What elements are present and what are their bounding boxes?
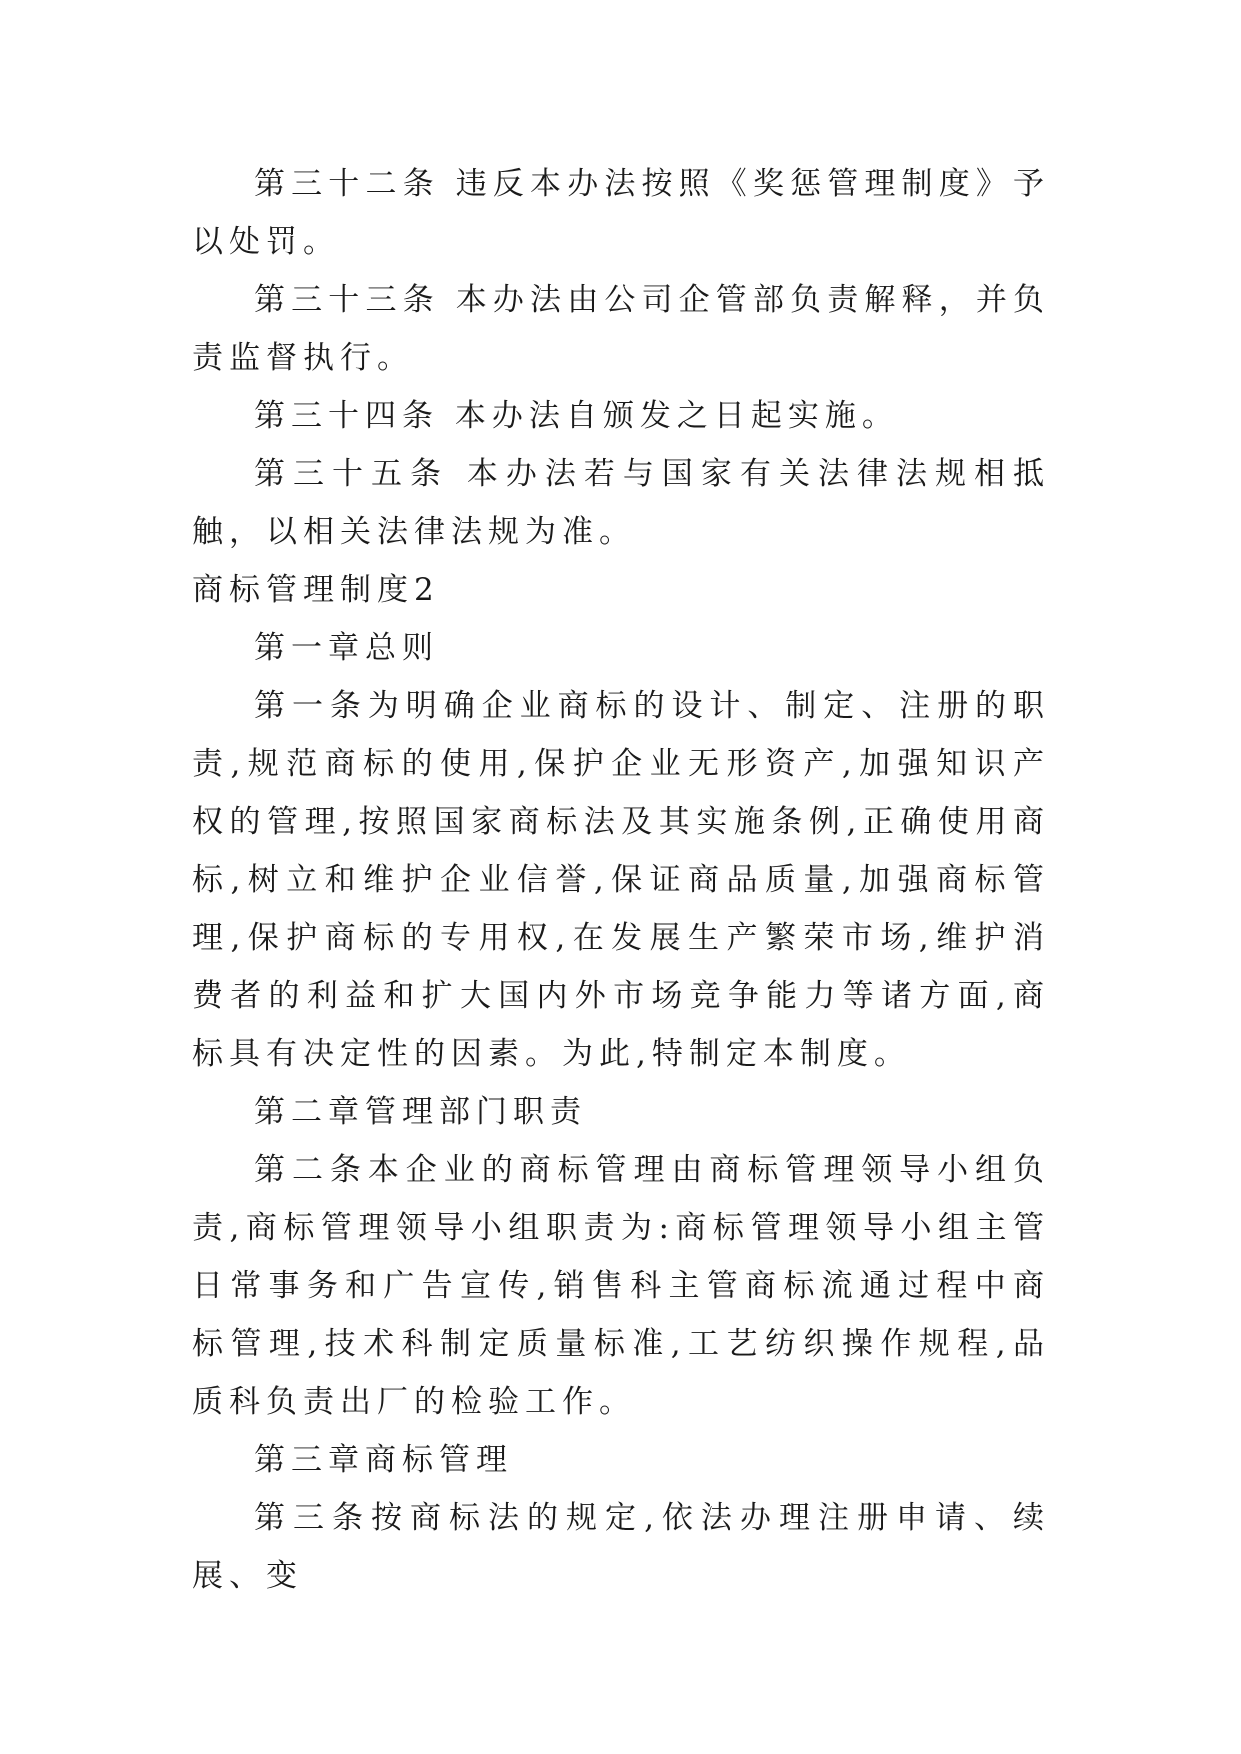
article-1: 第一条为明确企业商标的设计、制定、注册的职责,规范商标的使用,保护企业无形资产,加强知识产权的管理,按照国家商标法及其实施条例,正确使用商标,树立和维护企业信誉,保证商品质量,加强商标管理,保护商标的专用权,在发展生产繁荣市场,维护消费者的利益和扩大国内外市场竞争能力等诸方面,商标具有决定性的因素。为此,特制定本制度。 xyxy=(192,688,1050,1072)
chapter-2-heading: 第二章管理部门职责 xyxy=(254,1094,587,1130)
article-34: 第三十四条 本办法自颁发之日起实施。 xyxy=(254,398,899,434)
article-32: 第三十二条 违反本办法按照《奖惩管理制度》予以处罚。 xyxy=(192,166,1050,260)
article-3: 第三条按商标法的规定,依法办理注册申请、续展、变 xyxy=(192,1500,1050,1594)
chapter-3-heading: 第三章商标管理 xyxy=(254,1442,513,1478)
article-35: 第三十五条 本办法若与国家有关法律法规相抵触，以相关法律法规为准。 xyxy=(192,456,1050,550)
chapter-1-heading: 第一章总则 xyxy=(254,630,439,666)
section-title: 商标管理制度2 xyxy=(192,572,440,608)
article-2: 第二条本企业的商标管理由商标管理领导小组负责,商标管理领导小组职责为:商标管理领导小组主管日常事务和广告宣传,销售科主管商标流通过程中商标管理,技术科制定质量标准,工艺纺织操作规程,品质科负责出厂的检验工作。 xyxy=(192,1152,1050,1420)
document-body xyxy=(192,155,1050,1605)
article-33: 第三十三条 本办法由公司企管部负责解释，并负责监督执行。 xyxy=(192,282,1050,376)
